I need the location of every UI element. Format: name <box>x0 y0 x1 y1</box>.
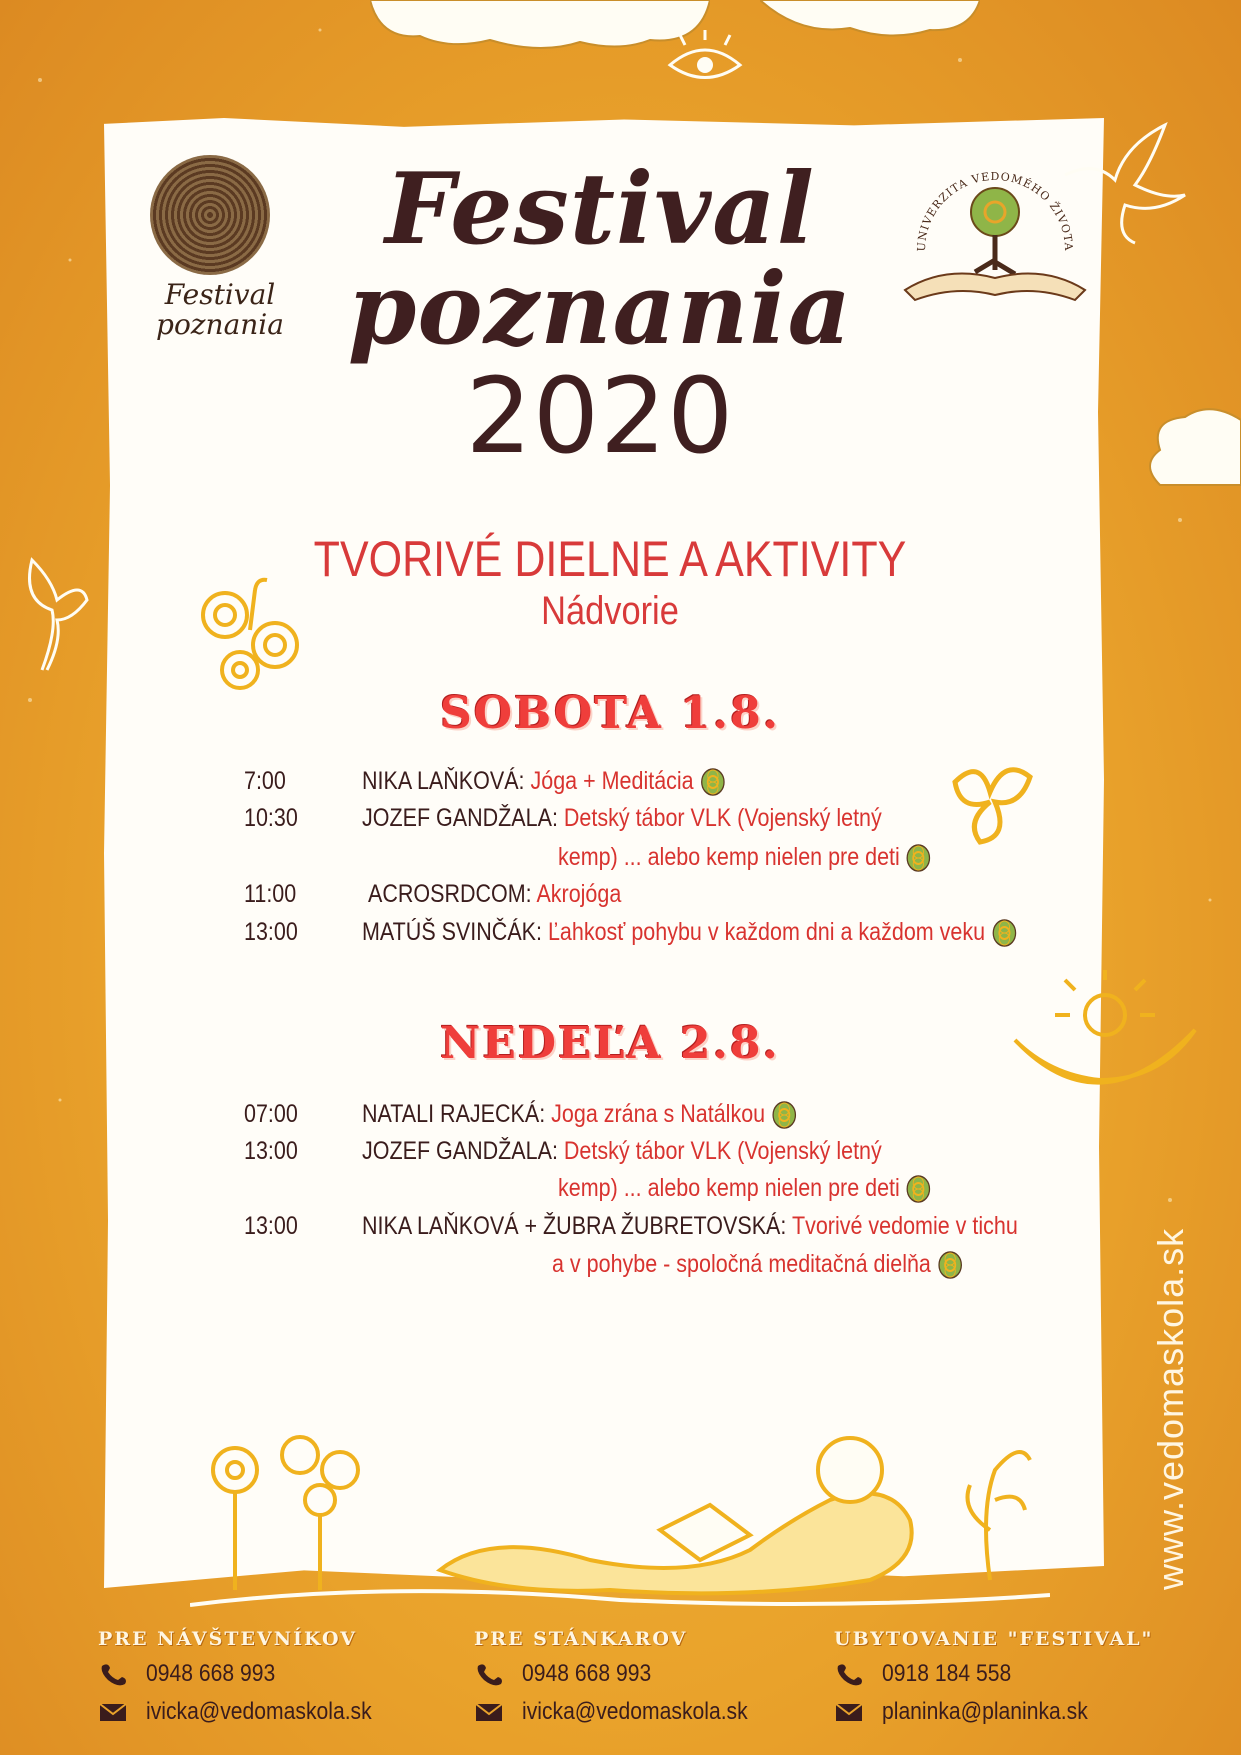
university-arc-text: UNIVERZITA VEDOMÉHO ŽIVOTA <box>914 169 1076 252</box>
event-time: 10:30 <box>244 804 298 832</box>
event-speaker: NATALI RAJECKÁ: <box>362 1100 546 1128</box>
footer-accommodation <box>834 1628 1153 1726</box>
title-line2: poznania <box>347 252 853 367</box>
event-time: 07:00 <box>244 1100 298 1128</box>
event-title-continued: a v pohybe - spoločná meditačná dielňa <box>552 1249 962 1279</box>
footer-vendors <box>474 1628 778 1726</box>
event-title: Akrojóga <box>536 880 622 908</box>
festival-logo <box>140 155 300 355</box>
event-title: Tvorivé vedomie v tichu <box>791 1212 1018 1240</box>
mail-icon <box>834 1700 864 1724</box>
flower-of-life-icon <box>701 768 725 796</box>
event-title: Detský tábor VLK (Vojenský letný <box>563 1137 882 1165</box>
website-url[interactable]: www.vedomaskola.sk <box>1150 1227 1191 1590</box>
sun-moon-icon <box>1010 970 1210 1120</box>
flower-of-life-icon <box>938 1251 962 1279</box>
footer-phone[interactable]: 0948 668 993 <box>474 1660 778 1688</box>
footer-email[interactable]: planinka@planinka.sk <box>834 1698 1153 1726</box>
day-heading-saturday: SOBOTA 1.8. <box>439 688 781 739</box>
footer-heading: PRE STÁNKAROV <box>474 1628 688 1650</box>
butterfly-icon-right <box>945 752 1040 847</box>
subtitle-line2: Nádvorie <box>541 589 679 633</box>
title-year: 2020 <box>465 355 735 477</box>
cloud-top-right <box>760 0 980 40</box>
footer-phone[interactable]: 0918 184 558 <box>834 1660 1153 1688</box>
reading-girl-illustration <box>190 1410 1050 1610</box>
footer-email[interactable]: ivicka@vedomaskola.sk <box>474 1698 778 1726</box>
event-speaker: NIKA LAŇKOVÁ: <box>362 767 525 795</box>
event-speaker: MATÚŠ SVINČÁK: <box>362 918 542 946</box>
flower-of-life-icon <box>907 1175 931 1203</box>
event-speaker: JOZEF GANDŽALA: <box>362 804 558 832</box>
title-line1: Festival <box>385 152 815 267</box>
phone-icon <box>834 1662 864 1686</box>
phone-icon <box>474 1662 504 1686</box>
phone-icon <box>98 1662 128 1686</box>
eye-icon <box>665 30 745 90</box>
event-title: Detský tábor VLK (Vojenský letný <box>563 804 882 832</box>
day-heading-sunday: NEDEĽA 2.8. <box>440 1018 780 1069</box>
mail-icon <box>98 1700 128 1724</box>
cloud-right <box>1140 405 1241 490</box>
cloud-top-left <box>370 0 710 50</box>
event-title-continued: kemp) ... alebo kemp nielen pre deti <box>558 842 931 872</box>
flower-of-life-icon <box>772 1101 796 1129</box>
footer-visitors <box>98 1628 402 1726</box>
bird-icon-right <box>1055 105 1195 245</box>
event-title: Ľahkosť pohybu v každom dni a každom veku <box>547 918 986 946</box>
event-speaker: ACROSRDCOM: <box>368 880 532 908</box>
event-time: 13:00 <box>244 1137 298 1165</box>
flower-of-life-icon <box>992 919 1016 947</box>
mail-icon <box>474 1700 504 1724</box>
event-time: 11:00 <box>244 880 297 908</box>
logo-line2: poznania <box>156 308 284 341</box>
subtitle-line1: TVORIVÉ DIELNE A AKTIVITY <box>313 531 907 587</box>
subtitle <box>250 530 970 634</box>
event-title: Jóga + Meditácia <box>530 767 694 795</box>
footer-phone[interactable]: 0948 668 993 <box>98 1660 402 1688</box>
page-title <box>300 152 900 477</box>
butterfly-icon <box>195 570 310 695</box>
footer-email[interactable]: ivicka@vedomaskola.sk <box>98 1698 402 1726</box>
flower-of-life-icon <box>907 844 931 872</box>
event-time: 13:00 <box>244 918 298 946</box>
logo-emblem-icon <box>150 155 270 275</box>
event-title: Joga zrána s Natálkou <box>551 1100 766 1128</box>
logo-line1: Festival <box>164 278 276 311</box>
event-time: 13:00 <box>244 1212 298 1240</box>
event-time: 7:00 <box>244 767 286 795</box>
event-title-continued: kemp) ... alebo kemp nielen pre deti <box>558 1173 931 1203</box>
footer-heading: UBYTOVANIE "FESTIVAL" <box>834 1628 1154 1650</box>
footer-heading: PRE NÁVŠTEVNÍKOV <box>98 1628 357 1650</box>
bird-icon <box>12 540 92 680</box>
event-speaker: NIKA LAŇKOVÁ + ŽUBRA ŽUBRETOVSKÁ: <box>362 1212 787 1240</box>
event-speaker: JOZEF GANDŽALA: <box>362 1137 558 1165</box>
